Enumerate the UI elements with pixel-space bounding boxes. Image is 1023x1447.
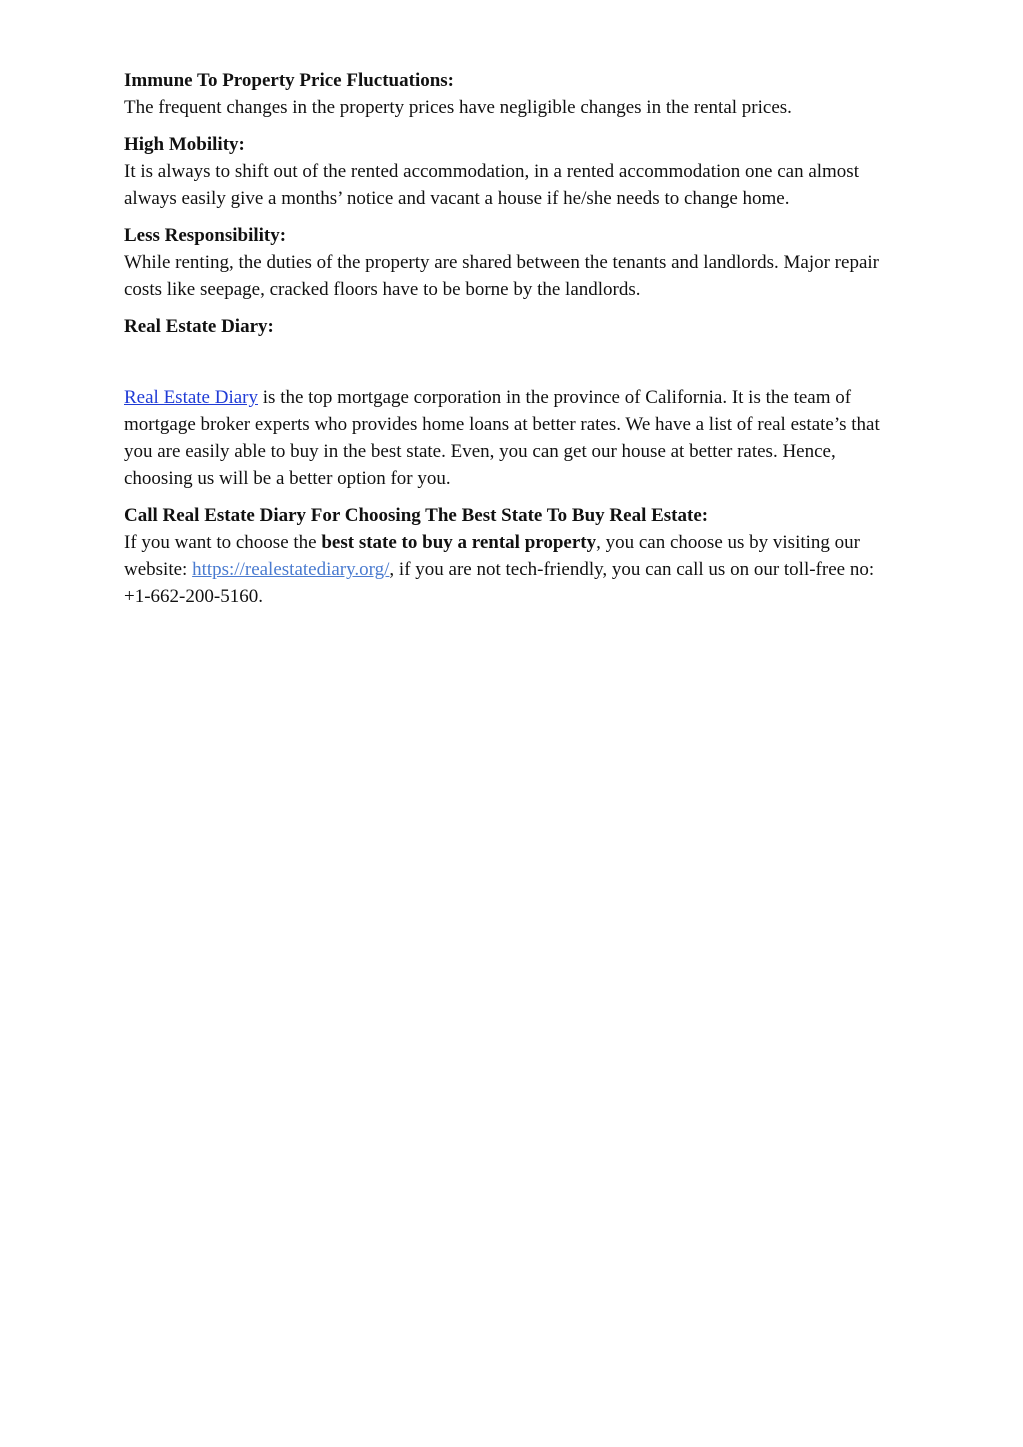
cta-heading: Call Real Estate Diary For Choosing The Best State To Buy Real Estate: (124, 505, 709, 526)
cta-text-3: , if you are not tech-friendly, you can call us on our toll-free no: +1-662-200-5160. (124, 559, 875, 607)
section-heading: Immune To Property Price Fluctuations: (124, 70, 455, 91)
real-estate-diary-link[interactable]: Real Estate Diary (124, 387, 259, 408)
section-real-estate-diary (124, 313, 894, 340)
intro-text: is the top mortgage corporation in the province of California. It is the team of mortgage broker experts who provides home loans at better rates. We have a list of real estate’s that you are easily able to buy in the best state. Even, you can get our house at better rates. Hence, choosing us will be a better option for you. (124, 387, 880, 489)
section-immune (124, 67, 894, 121)
section-body: The frequent changes in the property prices have negligible changes in the rental prices. (124, 97, 792, 118)
section-responsibility (124, 222, 894, 303)
document-page (124, 67, 894, 620)
intro-paragraph (124, 384, 894, 492)
section-heading: Real Estate Diary: (124, 316, 274, 337)
website-link[interactable]: https://realestatediary.org/ (192, 559, 390, 580)
cta-body (124, 529, 894, 610)
section-heading: High Mobility: (124, 134, 245, 155)
section-body: While renting, the duties of the property are shared between the tenants and landlords. Major repair costs like seepage, cracked floors have to be borne by the landlords. (124, 252, 879, 300)
cta-text-2: , you can choose us by visiting our website: (124, 532, 860, 580)
cta-section (124, 502, 894, 610)
section-body: It is always to shift out of the rented accommodation, in a rented accommodation one can almost always easily give a months’ notice and vacant a house if he/she needs to change home. (124, 161, 859, 209)
section-mobility (124, 131, 894, 212)
cta-text-1: If you want to choose the (124, 532, 322, 553)
blank-line (124, 350, 894, 384)
section-heading: Less Responsibility: (124, 225, 287, 246)
cta-bold-keyword: best state to buy a rental property (321, 532, 597, 553)
